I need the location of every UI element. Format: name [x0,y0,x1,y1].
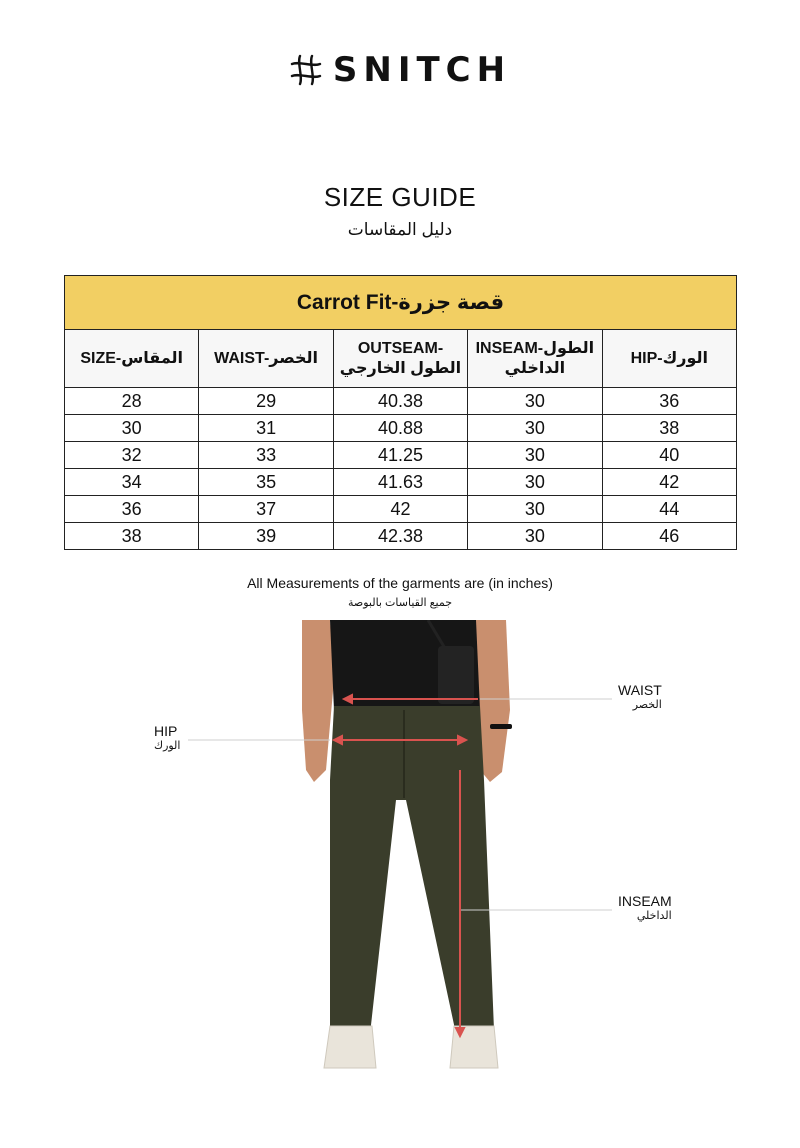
table-row [65,388,737,415]
size-table [64,275,737,550]
table-cell: 36 [602,388,736,415]
column-header-line1: INSEAM-الطول [475,340,595,358]
page-subtitle-arabic: دليل المقاسات [347,220,453,239]
table-cell: 30 [468,496,602,523]
waist-callout [618,682,662,711]
table-cell: 30 [468,523,602,550]
table-cell: 31 [199,415,333,442]
table-cell: 29 [199,388,333,415]
hash-grid-logo-icon [289,53,323,87]
inseam-label-arabic: الداخلي [636,910,672,922]
crossbody-bag [438,646,474,704]
table-cell: 30 [65,415,199,442]
measurement-note: All Measurements of the garments are (in inches) [247,575,553,591]
column-header-line2: الداخلي [504,359,566,377]
column-header-line2: الطول الخارجي [339,359,462,377]
table-cell: 44 [602,496,736,523]
hip-callout [154,723,180,752]
table-cell: 39 [199,523,333,550]
table-row [65,496,737,523]
column-header-line1: OUTSEAM- [357,340,444,358]
table-cell: 30 [468,469,602,496]
brand-name: SNITCH [332,50,512,90]
table-cell: 33 [199,442,333,469]
table-header-row [65,330,737,388]
waist-label: WAIST [618,682,662,698]
table-cell: 41.63 [333,469,467,496]
table-cell: 40.38 [333,388,467,415]
hip-label: HIP [154,723,178,739]
brand-logo [0,50,800,90]
left-arm [302,620,334,782]
table-cell: 28 [65,388,199,415]
column-header [468,330,602,388]
table-cell: 34 [65,469,199,496]
table-cell: 32 [65,442,199,469]
pants [330,706,494,1034]
table-cell: 35 [199,469,333,496]
inseam-label: INSEAM [618,893,672,909]
left-shoe [324,1026,376,1068]
table-cell: 30 [468,442,602,469]
table-cell: 38 [602,415,736,442]
model-measurement-illustration [0,620,800,1075]
table-cell: 41.25 [333,442,467,469]
table-cell: 42 [602,469,736,496]
page-title: SIZE GUIDE [323,182,477,212]
table-cell: 30 [468,388,602,415]
table-cell: 42.38 [333,523,467,550]
hip-label-arabic: الورك [154,740,181,752]
table-row [65,469,737,496]
waist-label-arabic: الخصر [632,699,662,711]
column-header [602,330,736,388]
table-cell: 40.88 [333,415,467,442]
column-header-line1: HIP-الورك [630,349,708,367]
table-cell: 42 [333,496,467,523]
table-cell: 36 [65,496,199,523]
table-row [65,415,737,442]
table-cell: 37 [199,496,333,523]
column-header [65,330,199,388]
measurement-note-arabic: جميع القياسات بالبوصة [347,597,453,609]
fit-title: Carrot Fit-قصة جزرة [65,276,737,330]
column-header [333,330,467,388]
table-row [65,442,737,469]
table-cell: 40 [602,442,736,469]
table-row [65,523,737,550]
column-header-line1: WAIST-الخصر [214,349,319,367]
table-cell: 30 [468,415,602,442]
inseam-callout [618,893,672,922]
table-cell: 38 [65,523,199,550]
column-header [199,330,333,388]
table-cell: 46 [602,523,736,550]
wristband [490,724,512,729]
column-header-line1: SIZE-المقاس [80,349,184,367]
